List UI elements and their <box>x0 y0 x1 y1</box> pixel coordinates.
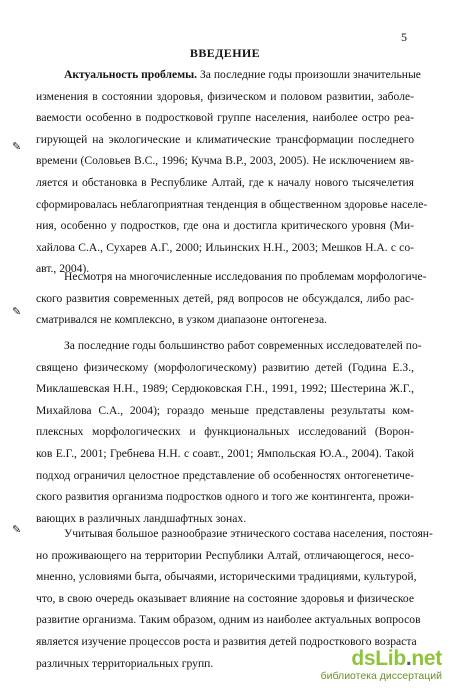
text-line: но проживающего на территории Республики Алтай, отличающегося, несо- <box>36 548 414 562</box>
text-line: плексных морфологических и функциональных исследований (Ворон- <box>36 425 414 439</box>
text-line: ков Е.Г., 2001; Гребнева Н.Н. с соавт., 2001; Ямпольская Ю.А., 2004). Такой <box>36 446 414 460</box>
text-line <box>36 64 421 86</box>
watermark-logo <box>321 648 442 669</box>
text-line: хайлова С.А., Сухарев А.Г., 2000; Ильинских Н.Н., 2003; Мешков Н.А. с со- <box>36 240 414 254</box>
paragraph <box>36 335 422 529</box>
page-number: 5 <box>401 30 407 44</box>
paragraph <box>36 266 427 331</box>
logo-tld: net <box>411 646 442 670</box>
text-line: сформировалась неблагоприятная тенденция в общественном здоровье населе- <box>36 197 428 211</box>
text-line: ского развития организма подростков одного и того же контингента, прожи- <box>36 490 414 504</box>
text-line: мненно, условиями быта, обычаями, историческими традициями, культурой, <box>36 570 417 584</box>
text-line: изменения в состоянии здоровья, физическом и половом развитии, заболе- <box>36 89 414 103</box>
text-line: священо физическому (морфологическому) развитию детей (Година Е.З., <box>36 360 414 374</box>
page-title: ВВЕДЕНИЕ <box>189 46 261 60</box>
text-line: ляется и обстановка в Республике Алтай, где к началу нового тысячелетия <box>36 175 414 189</box>
text-line: Миклашевская Н.Н., 1989; Сердюковская Г.Н., 1991, 1992; Шестерина Ж.Г., <box>36 382 414 396</box>
margin-mark: ✎ <box>12 306 22 318</box>
paragraph <box>36 64 428 280</box>
logo-main: dsLib <box>351 646 406 670</box>
text-line: сматривался не комплексно, в узком диапазоне онтогенеза. <box>36 313 328 327</box>
text-line: времени (Соловьев В.С., 1996; Кучма В.Р., 2003, 2005). Не исключением яв- <box>36 154 414 168</box>
text-line: является изучение процессов роста и развития детей подросткового возраста <box>36 634 417 648</box>
text-span: За последние годы произошли значительные <box>197 68 421 81</box>
text-line: авт., 2004). <box>36 262 90 276</box>
text-line: что, в свою очередь оказывает влияние на состояние здоровья и физическое <box>36 591 414 605</box>
text-line: Несмотря на многочисленные исследования по проблемам морфологиче- <box>64 270 427 283</box>
text-line: подход ограничил целостное представление об особенностях онтогенетиче- <box>36 468 414 482</box>
lead-bold-text: Актуальность проблемы. <box>64 68 198 81</box>
text-line: различных территориальных групп. <box>36 656 214 670</box>
text-line: ния, особенно у подростков, где она и достигла критического уровня (Ми- <box>36 219 414 233</box>
text-line: ваемости особенно в подростковой группе населения, наиболее остро реа- <box>36 111 414 125</box>
text-line: вающих в различных ландшафтных зонах. <box>36 511 247 525</box>
watermark-subtitle: библиотека диссертаций <box>320 669 442 682</box>
text-line: Учитывая большое разнообразие этнического состава населения, постоян- <box>64 527 433 540</box>
watermark <box>321 648 442 682</box>
text-line: развитие организма. Таким образом, одним из наиболее актуальных вопросов <box>36 613 421 627</box>
margin-mark: ✎ <box>12 141 22 153</box>
text-line: ского развития современных детей, ряд вопросов не обсуждался, либо рас- <box>36 291 414 305</box>
text-line: гирующей на экологические и климатические трансформации последнего <box>36 132 414 146</box>
logo-dot: . <box>405 646 412 670</box>
text-line: За последние годы большинство работ современных исследователей по- <box>64 339 422 352</box>
text-line: Михайлова С.А., 2004); гораздо меньше представлены результаты ком- <box>36 403 414 417</box>
margin-mark: ✎ <box>12 524 22 536</box>
